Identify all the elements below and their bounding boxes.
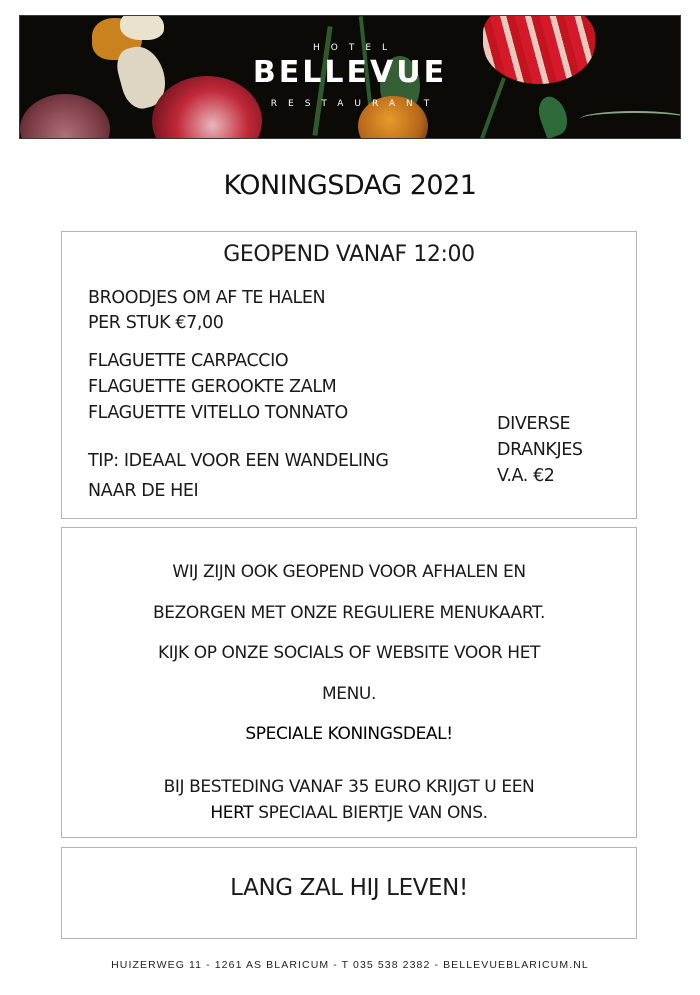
menu-line: PER STUK €7,00: [88, 313, 224, 333]
info-line: MENU.: [322, 684, 376, 704]
opening-menu-box: [61, 231, 637, 519]
info-line: KIJK OP ONZE SOCIALS OF WEBSITE VOOR HET: [157, 643, 541, 663]
deal-line: [62, 803, 636, 823]
beer-brand-text: HERT: [210, 803, 254, 823]
drinks-price: V.A. €2: [497, 466, 555, 486]
vine-image: [580, 111, 681, 127]
menu-item: FLAGUETTE CARPACCIO: [88, 351, 289, 371]
menu-item: FLAGUETTE VITELLO TONNATO: [88, 403, 348, 423]
header-banner: [19, 15, 681, 139]
info-line: BEZORGEN MET ONZE REGULIERE MENUKAART.: [152, 603, 545, 623]
slogan-text: LANG ZAL HIJ LEVEN!: [230, 875, 468, 901]
menu-item: FLAGUETTE GEROOKTE ZALM: [88, 377, 337, 397]
logo-name-text: BELLEVUE: [252, 55, 448, 90]
takeaway-info-box: [61, 527, 637, 838]
menu-line: BROODJES OM AF TE HALEN: [88, 288, 326, 308]
opening-time-heading: GEOPEND VANAF 12:00: [223, 242, 475, 267]
page-title: KONINGSDAG 2021: [223, 170, 477, 201]
deal-line: BIJ BESTEDING VANAF 35 EURO KRIJGT U EEN: [163, 777, 535, 797]
drinks-line: DIVERSE: [497, 414, 571, 434]
drinks-line: DRANKJES: [497, 440, 583, 460]
daffodil-petal-image: [120, 15, 164, 40]
footer-contact: HUIZERWEG 11 - 1261 AS BLARICUM - T 035 538 2382 - BELLEVUEBLARICUM.NL: [111, 959, 589, 971]
deal-line-rest: SPECIAAL BIERTJE VAN ONS.: [253, 803, 488, 823]
slogan-box: [61, 847, 637, 939]
deal-heading: SPECIALE KONINGSDEAL!: [245, 724, 453, 744]
tip-line: TIP: IDEAAL VOOR EEN WANDELING: [88, 451, 389, 471]
info-line: WIJ ZIJN OOK GEOPEND VOOR AFHALEN EN: [172, 562, 526, 582]
tip-line: NAAR DE HEI: [88, 481, 199, 501]
logo-hotel-text: HOTEL: [312, 43, 399, 53]
logo-restaurant-text: RESTAURANT: [270, 99, 441, 109]
